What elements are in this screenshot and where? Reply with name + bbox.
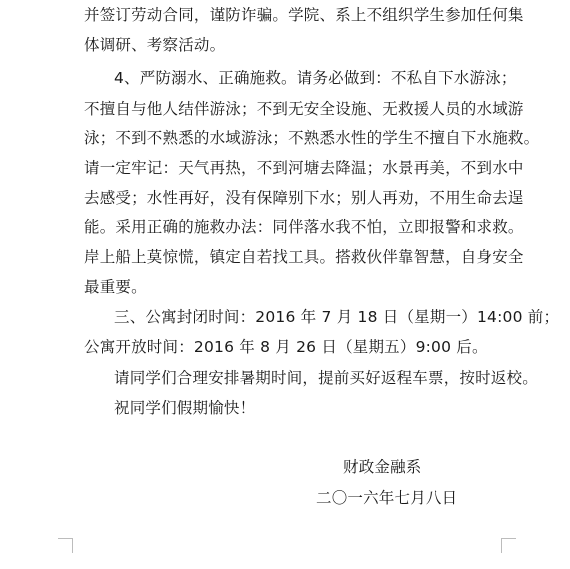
text-line-5: 泳；不到不熟悉的水域游泳；不熟悉水性的学生不擅自下水施救。 [84,129,540,147]
text-line-10: 最重要。 [84,278,147,296]
text-line-9: 岸上船上莫惊慌，镇定自若找工具。搭救伙伴靠智慧，自身安全 [84,248,524,266]
text-line-14: 祝同学们假期愉快！ [114,399,256,417]
text-line-8: 能。采用正确的施救办法：同伴落水我不怕，立即报警和求救。 [84,218,524,236]
text-line-7: 去感受；水性再好，没有保障别下水；别人再劝，不用生命去逞 [84,189,524,207]
text-line-12: 公寓开放时间：2016 年 8 月 26 日（星期五）9:00 后。 [84,338,488,356]
page-corner-mark-left [58,538,73,553]
text-line-3: 4、严防溺水、正确施救。请务必做到：不私自下水游泳； [114,69,517,87]
text-line-11: 三、公寓封闭时间：2016 年 7 月 18 日（星期一）14:00 前； [114,308,560,326]
text-line-1: 并签订劳动合同，谨防诈骗。学院、系上不组织学生参加任何集 [84,6,524,24]
text-line-6: 请一定牢记：天气再热，不到河塘去降温；水景再美，不到水中 [84,159,524,177]
signature-department: 财政金融系 [343,458,422,476]
text-line-4: 不擅自与他人结伴游泳；不到无安全设施、无救援人员的水域游 [84,100,524,118]
signature-date: 二〇一六年七月八日 [316,489,458,507]
text-line-2: 体调研、考察活动。 [84,36,226,54]
text-line-13: 请同学们合理安排暑期时间，提前买好返程车票，按时返校。 [114,369,538,387]
page-corner-mark-right [501,538,516,553]
